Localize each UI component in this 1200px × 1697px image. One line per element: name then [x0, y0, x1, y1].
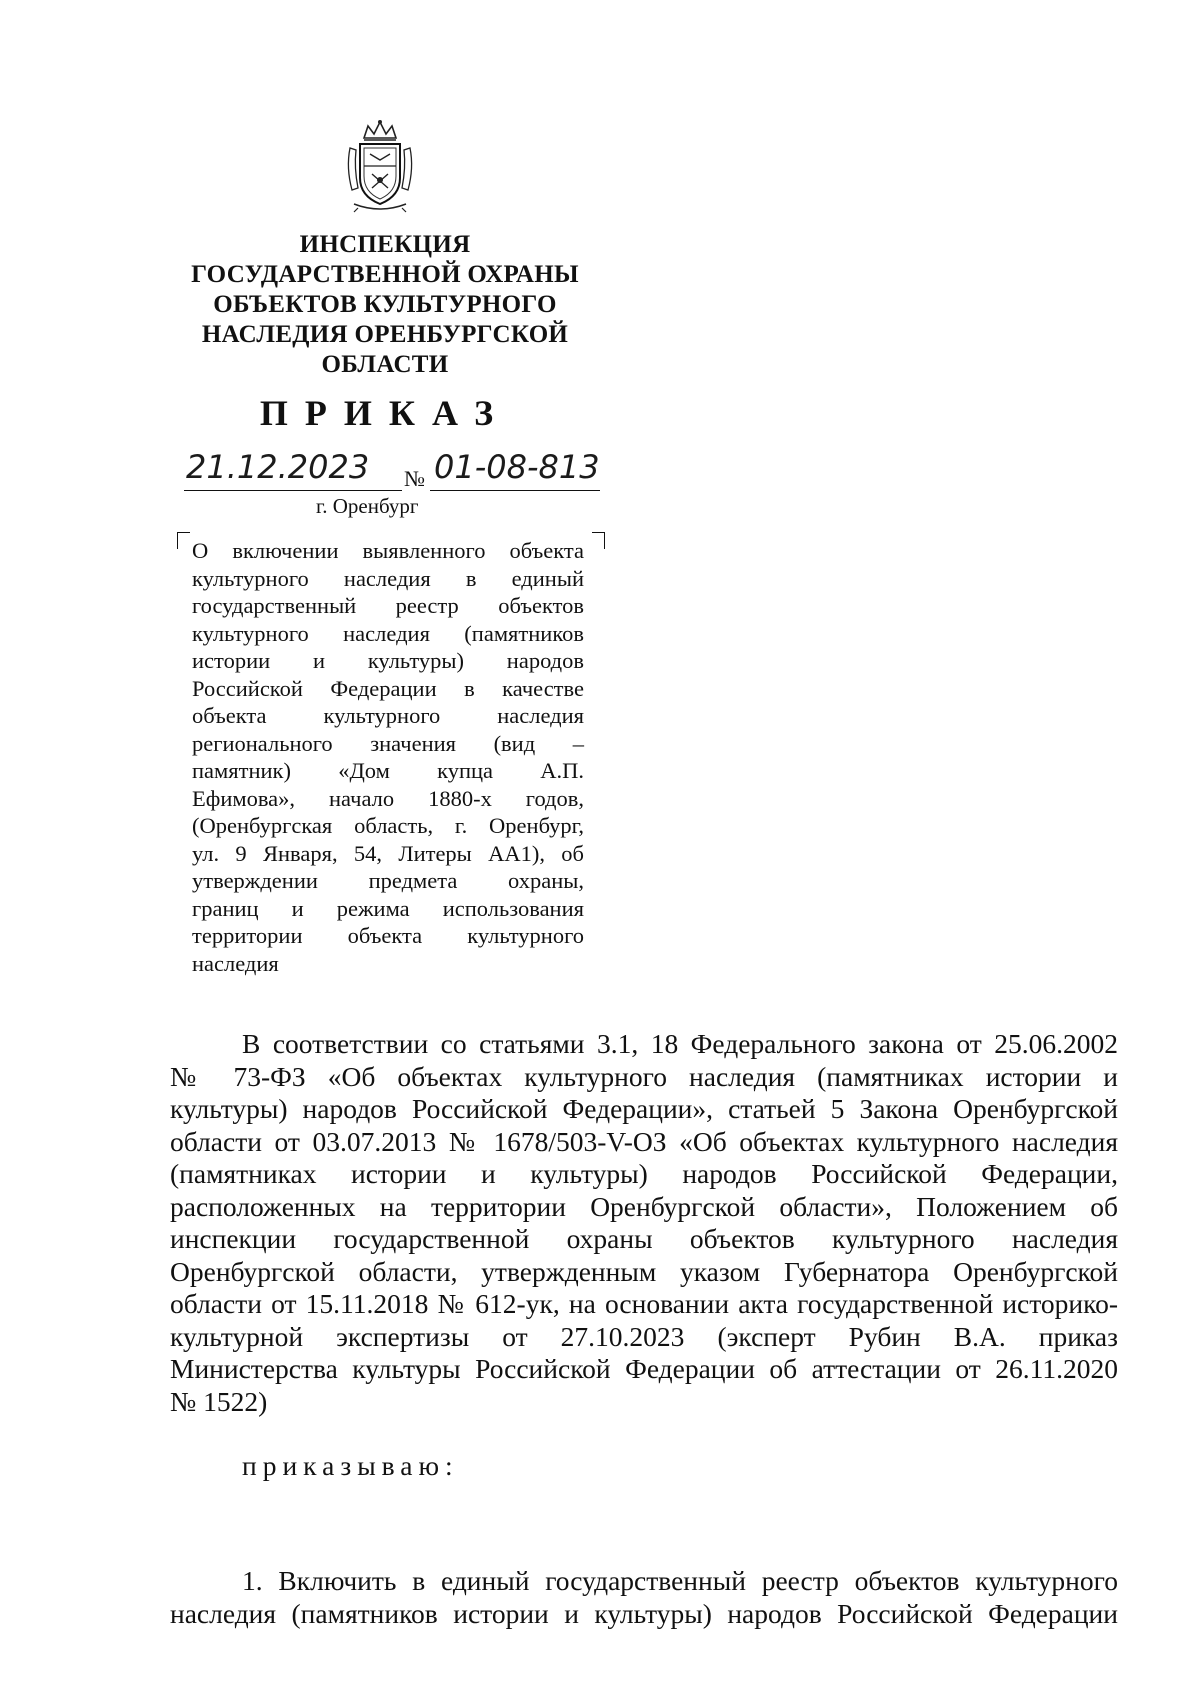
number-sign: № — [404, 466, 425, 491]
subject-bracket-right — [592, 532, 605, 549]
subject-line: истории и культуры) народов — [192, 648, 584, 673]
subject-line: наследия — [192, 950, 279, 976]
item-line: наследия (памятников истории и культуры) народов Российской Федерации — [170, 1598, 1118, 1629]
body-line: № 73-ФЗ «Об объектах культурного наследия (памятниках истории и — [170, 1060, 1118, 1092]
org-line: НАСЛЕДИЯ ОРЕНБУРГСКОЙ — [201, 321, 569, 348]
org-line: ОБЪЕКТОВ КУЛЬТУРНОГО — [213, 291, 557, 318]
subject-bracket-left — [177, 532, 190, 549]
subject-line: Российской Федерации в качестве — [192, 675, 584, 701]
body-line: культурной экспертизы от 27.10.2023 (эксперт Рубин В.А. приказ — [170, 1320, 1118, 1352]
body-line: (памятниках истории и культуры) народов Российской Федерации, — [170, 1158, 1118, 1189]
body-line: инспекции государственной охраны объектов культурного наследия — [170, 1223, 1118, 1254]
body-line: Оренбургской области, утвержденным указом Губернатора Оренбургской — [170, 1255, 1118, 1287]
subject-line: объекта культурного наследия — [192, 703, 584, 728]
subject-line: культурного наследия в единый — [192, 565, 584, 591]
city-label: г. Оренбург — [316, 494, 419, 518]
body-line: В соответствии со статьями 3.1, 18 Федерального закона от 25.06.2002 — [242, 1028, 1118, 1059]
coat-of-arms-emblem — [340, 118, 420, 214]
body-line: области от 03.07.2013 № 1678/503-V-ОЗ «Об объектах культурного наследия — [170, 1125, 1118, 1157]
subject-line: ул. 9 Января, 54, Литеры АА1), об — [192, 840, 584, 866]
subject-line: утверждении предмета охраны, — [192, 868, 584, 893]
order-directive-word: приказываю: — [242, 1450, 459, 1481]
org-line: ИНСПЕКЦИЯ — [299, 231, 471, 258]
number-underline — [430, 490, 600, 491]
body-line: области от 15.11.2018 № 612-ук, на основании акта государственной историко- — [170, 1288, 1118, 1319]
org-line: ГОСУДАРСТВЕННОЙ ОХРАНЫ — [191, 261, 579, 288]
order-item-1 — [170, 1564, 1118, 1630]
item-line: 1. Включить в единый государственный реестр объектов культурного — [242, 1565, 1118, 1596]
body-line: Министерства культуры Российской Федерации об аттестации от 26.11.2020 — [170, 1353, 1118, 1384]
body-line: № 1522) — [170, 1385, 268, 1417]
subject-line: границ и режима использования — [192, 895, 584, 921]
subject-line: памятник) «Дом купца А.П. — [192, 758, 584, 783]
handwritten-number: 01-08-813 — [434, 448, 600, 486]
preamble-paragraph — [170, 1028, 1118, 1418]
body-line: расположенных на территории Оренбургской области», Положением об — [170, 1190, 1118, 1222]
org-line: ОБЛАСТИ — [321, 351, 449, 378]
subject-line: Ефимова», начало 1880-х годов, — [192, 785, 584, 811]
document-type-title: ПРИКАЗ — [259, 393, 511, 433]
handwritten-date: 21.12.2023 — [186, 448, 370, 486]
subject-line: государственный реестр объектов — [192, 593, 584, 618]
subject-line: (Оренбургская область, г. Оренбург, — [192, 813, 584, 838]
date-underline — [184, 490, 402, 491]
body-line: культуры) народов Российской Федерации», статьей 5 Закона Оренбургской — [170, 1093, 1118, 1124]
subject-line: территории объекта культурного — [192, 923, 584, 948]
subject-block — [192, 537, 584, 977]
subject-line: регионального значения (вид – — [192, 730, 584, 756]
organization-header — [130, 230, 640, 380]
subject-line: О включении выявленного объекта — [192, 538, 584, 563]
subject-line: культурного наследия (памятников — [192, 620, 584, 646]
